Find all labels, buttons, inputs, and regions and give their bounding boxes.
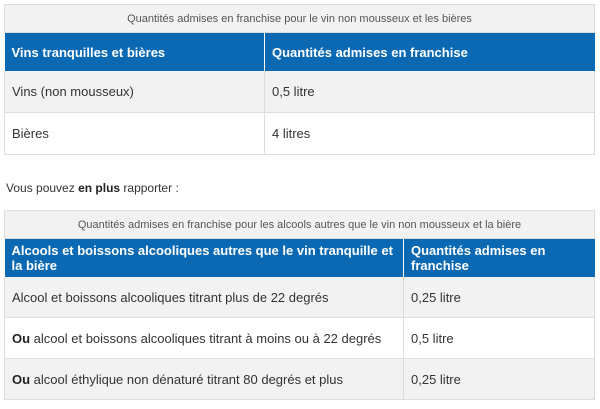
table-row xyxy=(5,359,595,400)
column-header-product: Vins tranquilles et bières xyxy=(5,33,265,72)
product-prefix: Ou xyxy=(12,371,31,387)
wine-beer-table xyxy=(4,4,595,155)
table-row xyxy=(5,113,595,155)
intro-sentence xyxy=(6,181,179,195)
intro-text-before: Vous pouvez xyxy=(6,181,79,195)
column-header-quantity: Quantités admises en franchise xyxy=(404,239,595,278)
table-caption: Quantités admises en franchise pour les alcools autres que le vin non mousseux et la bière xyxy=(5,211,595,239)
quantity-cell: 0,5 litre xyxy=(265,71,595,113)
table-caption: Quantités admises en franchise pour le vin non mousseux et les bières xyxy=(5,5,595,33)
table-row xyxy=(5,71,595,113)
wine-beer-table-block xyxy=(4,4,594,155)
intro-text-bold: en plus xyxy=(78,181,121,195)
table-caption-row xyxy=(5,5,595,33)
column-header-product: Alcools et boissons alcooliques autres que le vin tranquille et la bière xyxy=(5,239,404,278)
spirits-table xyxy=(4,210,595,400)
table-row xyxy=(5,318,595,359)
product-cell xyxy=(5,359,404,400)
product-text: Alcool et boissons alcooliques titrant plus de 22 degrés xyxy=(12,289,329,305)
product-cell xyxy=(5,318,404,359)
product-text: alcool éthylique non dénaturé titrant 80 degrés et plus xyxy=(30,371,343,387)
product-prefix: Ou xyxy=(12,330,31,346)
product-cell: Vins (non mousseux) xyxy=(5,71,265,113)
product-cell: Bières xyxy=(5,113,265,155)
quantity-cell: 4 litres xyxy=(265,113,595,155)
table-caption-row xyxy=(5,211,595,239)
quantity-cell: 0,25 litre xyxy=(404,277,595,318)
quantity-cell: 0,25 litre xyxy=(404,359,595,400)
spirits-table-block xyxy=(4,210,594,400)
product-cell xyxy=(5,277,404,318)
table-header-row xyxy=(5,33,595,72)
intro-text-after: rapporter : xyxy=(120,181,179,195)
table-header-row xyxy=(5,239,595,278)
quantity-cell: 0,5 litre xyxy=(404,318,595,359)
table-row xyxy=(5,277,595,318)
product-text: alcool et boissons alcooliques titrant à moins ou à 22 degrés xyxy=(30,330,382,346)
column-header-quantity: Quantités admises en franchise xyxy=(265,33,595,72)
